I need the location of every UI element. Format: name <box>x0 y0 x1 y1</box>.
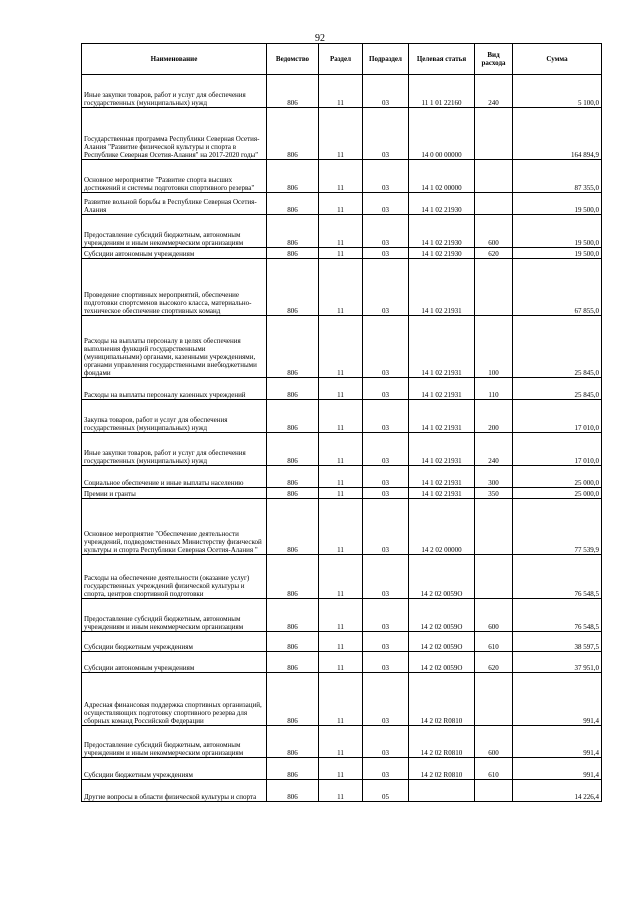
row-name: Расходы на обеспечение деятельности (оказание услуг) государственных учреждений физической культуры и спорта, центров спортивной подготовки <box>82 555 267 599</box>
row-tselevaya-statya: 14 1 02 21930 <box>409 215 475 248</box>
row-vedomstvo: 806 <box>267 193 319 215</box>
table-row <box>82 726 602 758</box>
row-razdel: 11 <box>319 652 363 673</box>
row-tselevaya-statya: 14 0 00 00000 <box>409 108 475 160</box>
header-vedomstvo: Ведомство <box>267 44 319 75</box>
row-vedomstvo: 806 <box>267 259 319 316</box>
row-razdel: 11 <box>319 433 363 466</box>
row-podrazdel: 03 <box>363 400 409 433</box>
header-vid-raskhoda: Вид расхода <box>475 44 513 75</box>
table-row <box>82 652 602 673</box>
row-vedomstvo: 806 <box>267 378 319 400</box>
row-name: Проведение спортивных мероприятий, обеспечение подготовки спортсменов высокого класса, материально-техническое обеспечение спортивных команд <box>82 259 267 316</box>
row-vid-raskhoda <box>475 160 513 193</box>
row-summa: 25 000,0 <box>513 488 602 499</box>
table-row <box>82 780 602 802</box>
row-vedomstvo: 806 <box>267 75 319 108</box>
row-podrazdel: 03 <box>363 673 409 726</box>
row-tselevaya-statya: 14 2 02 R0810 <box>409 673 475 726</box>
row-tselevaya-statya: 14 1 02 21931 <box>409 466 475 488</box>
row-summa: 37 951,0 <box>513 652 602 673</box>
table-row <box>82 248 602 259</box>
row-vid-raskhoda <box>475 555 513 599</box>
row-tselevaya-statya: 14 2 02 R0810 <box>409 758 475 780</box>
row-razdel: 11 <box>319 726 363 758</box>
row-vid-raskhoda: 200 <box>475 400 513 433</box>
row-vedomstvo: 806 <box>267 400 319 433</box>
row-name: Основное мероприятие "Развитие спорта высших достижений и системы подготовки спортивного резерва" <box>82 160 267 193</box>
row-tselevaya-statya: 14 1 02 21930 <box>409 248 475 259</box>
row-podrazdel: 03 <box>363 378 409 400</box>
row-vedomstvo: 806 <box>267 466 319 488</box>
row-vid-raskhoda: 240 <box>475 75 513 108</box>
row-podrazdel: 03 <box>363 555 409 599</box>
row-summa: 991,4 <box>513 758 602 780</box>
row-vid-raskhoda: 620 <box>475 248 513 259</box>
row-podrazdel: 03 <box>363 726 409 758</box>
row-vedomstvo: 806 <box>267 758 319 780</box>
row-razdel: 11 <box>319 160 363 193</box>
row-vid-raskhoda <box>475 673 513 726</box>
row-name: Другие вопросы в области физической культуры и спорта <box>82 780 267 802</box>
table-row <box>82 259 602 316</box>
row-vedomstvo: 806 <box>267 599 319 632</box>
header-podrazdel: Подраздел <box>363 44 409 75</box>
row-tselevaya-statya: 14 1 02 21931 <box>409 378 475 400</box>
row-summa: 5 100,0 <box>513 75 602 108</box>
table-row <box>82 632 602 652</box>
row-vid-raskhoda: 110 <box>475 378 513 400</box>
row-vedomstvo: 806 <box>267 433 319 466</box>
row-vedomstvo: 806 <box>267 248 319 259</box>
table-row <box>82 499 602 555</box>
table-row <box>82 488 602 499</box>
row-podrazdel: 03 <box>363 215 409 248</box>
row-summa: 77 539,9 <box>513 499 602 555</box>
row-tselevaya-statya: 14 1 02 21931 <box>409 259 475 316</box>
row-razdel: 11 <box>319 400 363 433</box>
row-vedomstvo: 806 <box>267 316 319 378</box>
row-name: Расходы на выплаты персоналу в целях обеспечения выполнения функций государственными (муниципальными) органами, казенными учреждениями, органами управления государственными внебюджетными фондами <box>82 316 267 378</box>
row-summa: 67 855,0 <box>513 259 602 316</box>
row-name: Иные закупки товаров, работ и услуг для обеспечения государственных (муниципальных) нужд <box>82 433 267 466</box>
row-summa: 19 500,0 <box>513 193 602 215</box>
table-row <box>82 316 602 378</box>
header-razdel: Раздел <box>319 44 363 75</box>
table-row <box>82 433 602 466</box>
row-podrazdel: 03 <box>363 316 409 378</box>
row-podrazdel: 03 <box>363 499 409 555</box>
row-podrazdel: 03 <box>363 599 409 632</box>
row-podrazdel: 03 <box>363 758 409 780</box>
row-vid-raskhoda: 610 <box>475 632 513 652</box>
row-podrazdel: 03 <box>363 632 409 652</box>
table-row <box>82 758 602 780</box>
row-podrazdel: 03 <box>363 248 409 259</box>
row-name: Субсидии автономным учреждениям <box>82 652 267 673</box>
row-tselevaya-statya: 14 1 02 21931 <box>409 400 475 433</box>
row-summa: 991,4 <box>513 726 602 758</box>
table-row <box>82 108 602 160</box>
row-tselevaya-statya: 14 1 02 21931 <box>409 488 475 499</box>
row-name: Закупка товаров, работ и услуг для обеспечения государственных (муниципальных) нужд <box>82 400 267 433</box>
table-row <box>82 160 602 193</box>
row-podrazdel: 03 <box>363 488 409 499</box>
row-vedomstvo: 806 <box>267 652 319 673</box>
row-razdel: 11 <box>319 758 363 780</box>
row-razdel: 11 <box>319 193 363 215</box>
row-name: Социальное обеспечение и иные выплаты населению <box>82 466 267 488</box>
row-vid-raskhoda <box>475 193 513 215</box>
row-tselevaya-statya <box>409 780 475 802</box>
row-summa: 164 894,9 <box>513 108 602 160</box>
row-summa: 25 845,0 <box>513 316 602 378</box>
table-row <box>82 193 602 215</box>
row-name: Расходы на выплаты персоналу казенных учреждений <box>82 378 267 400</box>
row-vedomstvo: 806 <box>267 780 319 802</box>
row-name: Государственная программа Республики Северная Осетия-Алания "Развитие физической культуры и спорта в Республике Северная Осетия-Алания" на 2017-2020 годы" <box>82 108 267 160</box>
row-razdel: 11 <box>319 259 363 316</box>
row-podrazdel: 03 <box>363 259 409 316</box>
row-razdel: 11 <box>319 488 363 499</box>
row-tselevaya-statya: 14 2 02 0059О <box>409 599 475 632</box>
row-vid-raskhoda: 300 <box>475 466 513 488</box>
row-summa: 87 355,0 <box>513 160 602 193</box>
row-podrazdel: 03 <box>363 108 409 160</box>
table-row <box>82 673 602 726</box>
row-vid-raskhoda: 600 <box>475 726 513 758</box>
row-name: Предоставление субсидий бюджетным, автономным учреждениям и иным некоммерческим организациям <box>82 726 267 758</box>
row-summa: 19 500,0 <box>513 248 602 259</box>
table-header-row <box>82 44 602 75</box>
row-vid-raskhoda: 100 <box>475 316 513 378</box>
row-podrazdel: 03 <box>363 466 409 488</box>
row-vid-raskhoda: 240 <box>475 433 513 466</box>
row-summa: 17 010,0 <box>513 433 602 466</box>
table-row <box>82 599 602 632</box>
row-tselevaya-statya: 14 1 02 00000 <box>409 160 475 193</box>
row-razdel: 11 <box>319 599 363 632</box>
row-tselevaya-statya: 14 2 02 0059О <box>409 555 475 599</box>
table-row <box>82 378 602 400</box>
row-razdel: 11 <box>319 316 363 378</box>
row-vedomstvo: 806 <box>267 632 319 652</box>
header-summa: Сумма <box>513 44 602 75</box>
row-razdel: 11 <box>319 780 363 802</box>
row-tselevaya-statya: 14 1 02 21931 <box>409 433 475 466</box>
row-name: Предоставление субсидий бюджетным, автономным учреждениям и иным некоммерческим организациям <box>82 599 267 632</box>
row-vid-raskhoda: 610 <box>475 758 513 780</box>
row-tselevaya-statya: 14 2 02 R0810 <box>409 726 475 758</box>
row-vedomstvo: 806 <box>267 673 319 726</box>
table-row <box>82 466 602 488</box>
row-tselevaya-statya: 14 2 02 0059О <box>409 652 475 673</box>
row-razdel: 11 <box>319 555 363 599</box>
row-summa: 991,4 <box>513 673 602 726</box>
row-name: Субсидии бюджетным учреждениям <box>82 632 267 652</box>
header-tselevaya-statya: Целевая статья <box>409 44 475 75</box>
row-razdel: 11 <box>319 466 363 488</box>
row-vedomstvo: 806 <box>267 726 319 758</box>
row-tselevaya-statya: 14 1 02 21930 <box>409 193 475 215</box>
row-podrazdel: 03 <box>363 160 409 193</box>
row-name: Премии и гранты <box>82 488 267 499</box>
row-podrazdel: 03 <box>363 433 409 466</box>
table-row <box>82 400 602 433</box>
row-vid-raskhoda: 620 <box>475 652 513 673</box>
row-razdel: 11 <box>319 632 363 652</box>
row-vedomstvo: 806 <box>267 488 319 499</box>
row-name: Развитие вольной борьбы в Республике Северная Осетия-Алания <box>82 193 267 215</box>
row-podrazdel: 03 <box>363 75 409 108</box>
row-razdel: 11 <box>319 75 363 108</box>
row-razdel: 11 <box>319 248 363 259</box>
row-razdel: 11 <box>319 215 363 248</box>
budget-table <box>81 43 602 802</box>
row-vedomstvo: 806 <box>267 499 319 555</box>
row-razdel: 11 <box>319 673 363 726</box>
row-name: Субсидии бюджетным учреждениям <box>82 758 267 780</box>
row-summa: 76 548,5 <box>513 599 602 632</box>
row-tselevaya-statya: 14 2 02 00000 <box>409 499 475 555</box>
row-summa: 25 845,0 <box>513 378 602 400</box>
row-vid-raskhoda: 600 <box>475 599 513 632</box>
row-vid-raskhoda <box>475 780 513 802</box>
row-name: Иные закупки товаров, работ и услуг для обеспечения государственных (муниципальных) нужд <box>82 75 267 108</box>
header-name: Наименование <box>82 44 267 75</box>
row-summa: 25 000,0 <box>513 466 602 488</box>
row-vid-raskhoda <box>475 108 513 160</box>
page-number: 92 <box>315 33 325 44</box>
row-razdel: 11 <box>319 378 363 400</box>
row-podrazdel: 03 <box>363 652 409 673</box>
row-vid-raskhoda <box>475 259 513 316</box>
row-tselevaya-statya: 14 1 02 21931 <box>409 316 475 378</box>
row-name: Адресная финансовая поддержка спортивных организаций, осуществляющих подготовку спортивного резерва для сборных команд Российской Федерации <box>82 673 267 726</box>
row-name: Основное мероприятие "Обеспечение деятельности учреждений, подведомственных Министерству физической культуры и спорта Республики Северная Осетия-Алания " <box>82 499 267 555</box>
row-podrazdel: 03 <box>363 193 409 215</box>
row-summa: 19 500,0 <box>513 215 602 248</box>
row-name: Предоставление субсидий бюджетным, автономным учреждениям и иным некоммерческим организациям <box>82 215 267 248</box>
row-summa: 14 226,4 <box>513 780 602 802</box>
row-vid-raskhoda: 350 <box>475 488 513 499</box>
row-razdel: 11 <box>319 499 363 555</box>
row-tselevaya-statya: 11 1 01 22160 <box>409 75 475 108</box>
row-name: Субсидии автономным учреждениям <box>82 248 267 259</box>
row-vedomstvo: 806 <box>267 108 319 160</box>
row-razdel: 11 <box>319 108 363 160</box>
row-vedomstvo: 806 <box>267 160 319 193</box>
table-row <box>82 555 602 599</box>
row-tselevaya-statya: 14 2 02 0059О <box>409 632 475 652</box>
row-vid-raskhoda: 600 <box>475 215 513 248</box>
row-vedomstvo: 806 <box>267 215 319 248</box>
row-summa: 17 010,0 <box>513 400 602 433</box>
row-vid-raskhoda <box>475 499 513 555</box>
table-row <box>82 215 602 248</box>
row-summa: 76 548,5 <box>513 555 602 599</box>
row-podrazdel: 05 <box>363 780 409 802</box>
table-row <box>82 75 602 108</box>
row-summa: 38 597,5 <box>513 632 602 652</box>
row-vedomstvo: 806 <box>267 555 319 599</box>
